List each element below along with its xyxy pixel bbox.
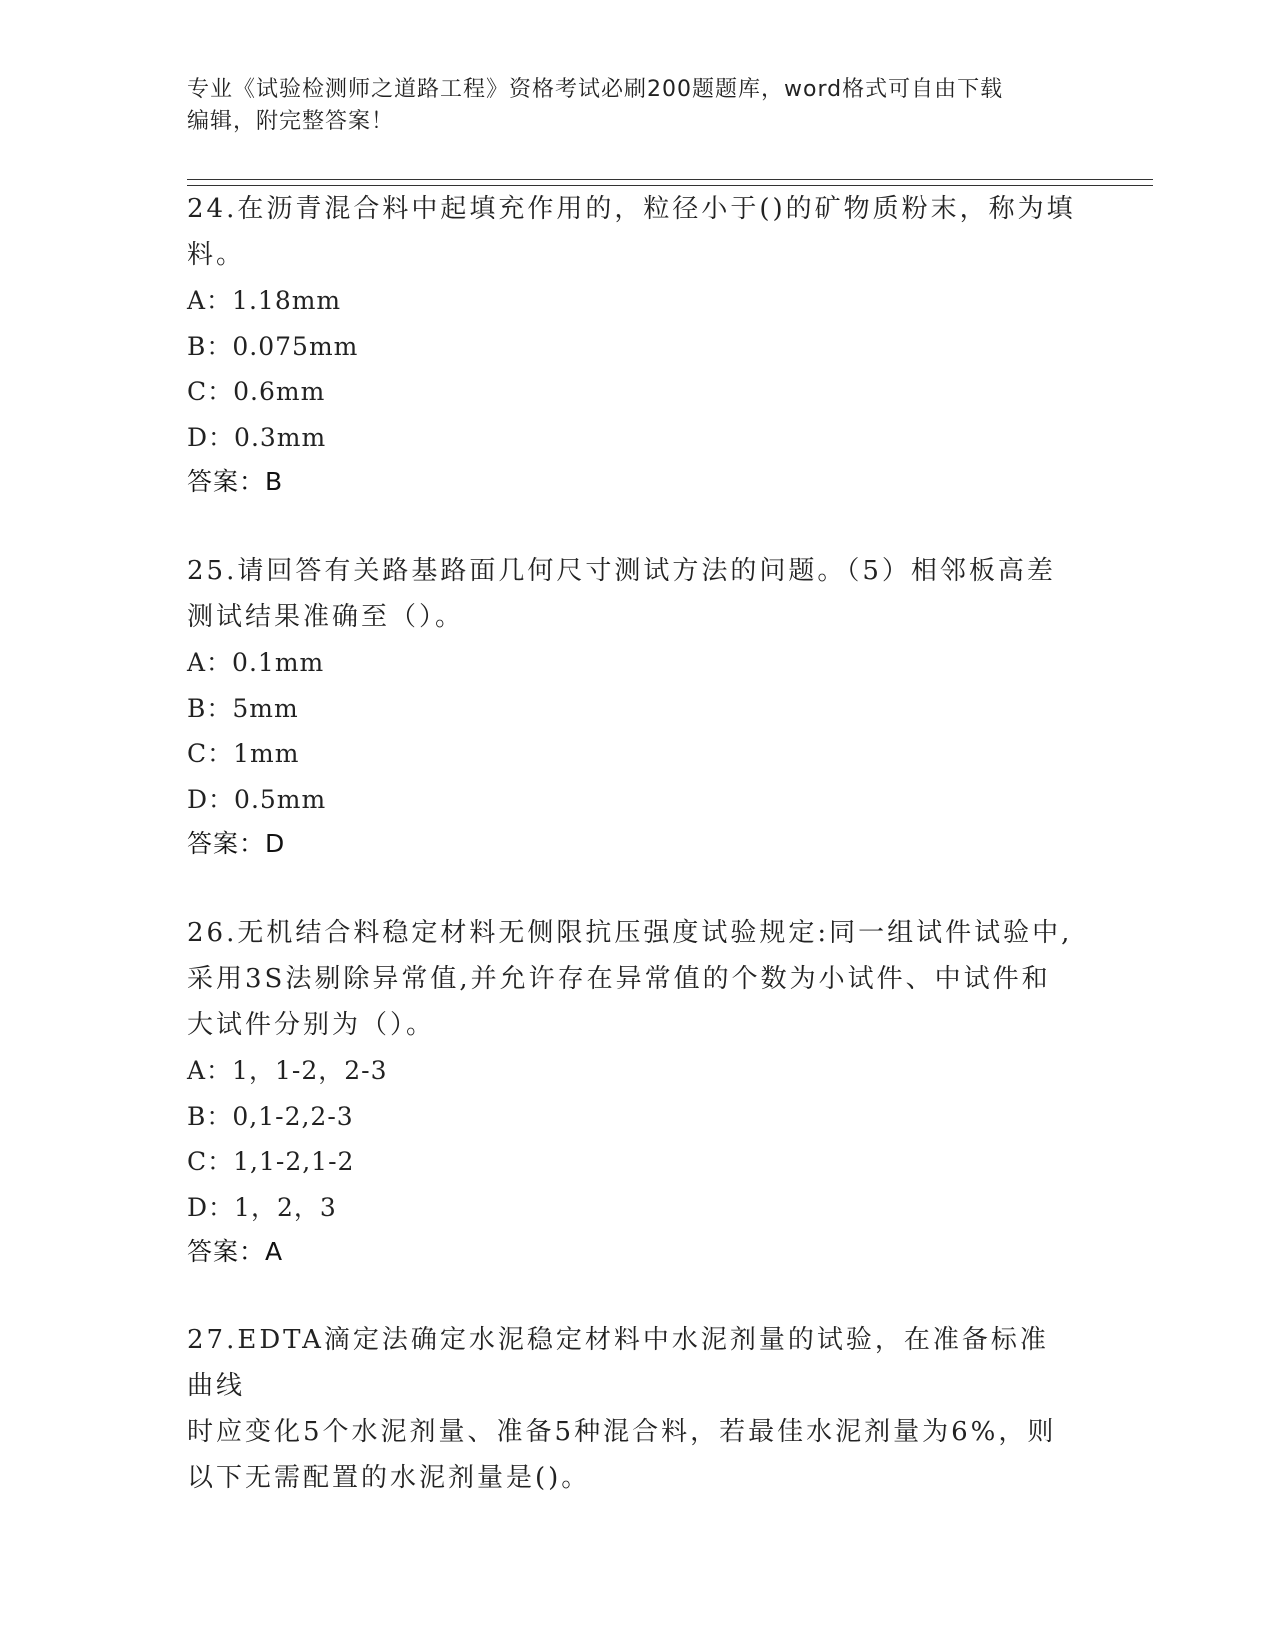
- option-b: B：0.075mm: [187, 331, 359, 361]
- header-line-1: 专业《试验检测师之道路工程》资格考试必刷200题题库，word格式可自由下载: [187, 77, 1004, 102]
- option-c: C：1mm: [187, 739, 300, 768]
- question-26: [187, 910, 1077, 1274]
- question-stem-line: 大试件分别为（）。: [187, 1010, 436, 1040]
- answer-label: 答案：D: [187, 829, 286, 858]
- question-27: [187, 1317, 1077, 1501]
- option-d: D：0.3mm: [187, 422, 327, 452]
- answer-label: 答案：B: [187, 467, 284, 496]
- document-header: [187, 74, 1067, 138]
- option-c: C：0.6mm: [187, 377, 326, 406]
- question-25: [187, 548, 1077, 866]
- option-a: A：1.18mm: [187, 286, 342, 315]
- question-stem-line: 26.无机结合料稳定材料无侧限抗压强度试验规定:同一组试件试验中,: [187, 918, 1073, 948]
- option-b: B：0,1-2,2-3: [187, 1101, 354, 1131]
- question-stem-line: 24.在沥青混合料中起填充作用的，粒径小于()的矿物质粉末，称为填: [187, 194, 1076, 224]
- header-line-2: 编辑，附完整答案！: [187, 109, 395, 134]
- question-stem-line: 测试结果准确至（）。: [187, 602, 465, 632]
- option-d: D：1，2，3: [187, 1192, 337, 1222]
- option-d: D：0.5mm: [187, 784, 327, 814]
- option-b: B：5mm: [187, 693, 299, 723]
- question-24: [187, 186, 1077, 504]
- question-stem-line: 料。: [187, 240, 246, 270]
- question-stem-line: 采用3S法剔除异常值,并允许存在异常值的个数为小试件、中试件和: [187, 964, 1051, 994]
- option-a: A：1，1-2，2-3: [187, 1056, 388, 1085]
- header-divider-top: [187, 179, 1153, 180]
- question-stem-line: 25.请回答有关路基路面几何尺寸测试方法的问题。（5）相邻板高差: [187, 556, 1056, 586]
- question-stem-line: 时应变化5个水泥剂量、准备5种混合料，若最佳水泥剂量为6%，则: [187, 1417, 1057, 1447]
- option-c: C：1,1-2,1-2: [187, 1147, 355, 1176]
- option-a: A：0.1mm: [187, 648, 325, 677]
- question-stem-line: 27.EDTA滴定法确定水泥稳定材料中水泥剂量的试验，在准备标准曲线: [187, 1325, 1049, 1401]
- answer-label: 答案：A: [187, 1237, 284, 1266]
- question-stem-line: 以下无需配置的水泥剂量是()。: [187, 1463, 591, 1493]
